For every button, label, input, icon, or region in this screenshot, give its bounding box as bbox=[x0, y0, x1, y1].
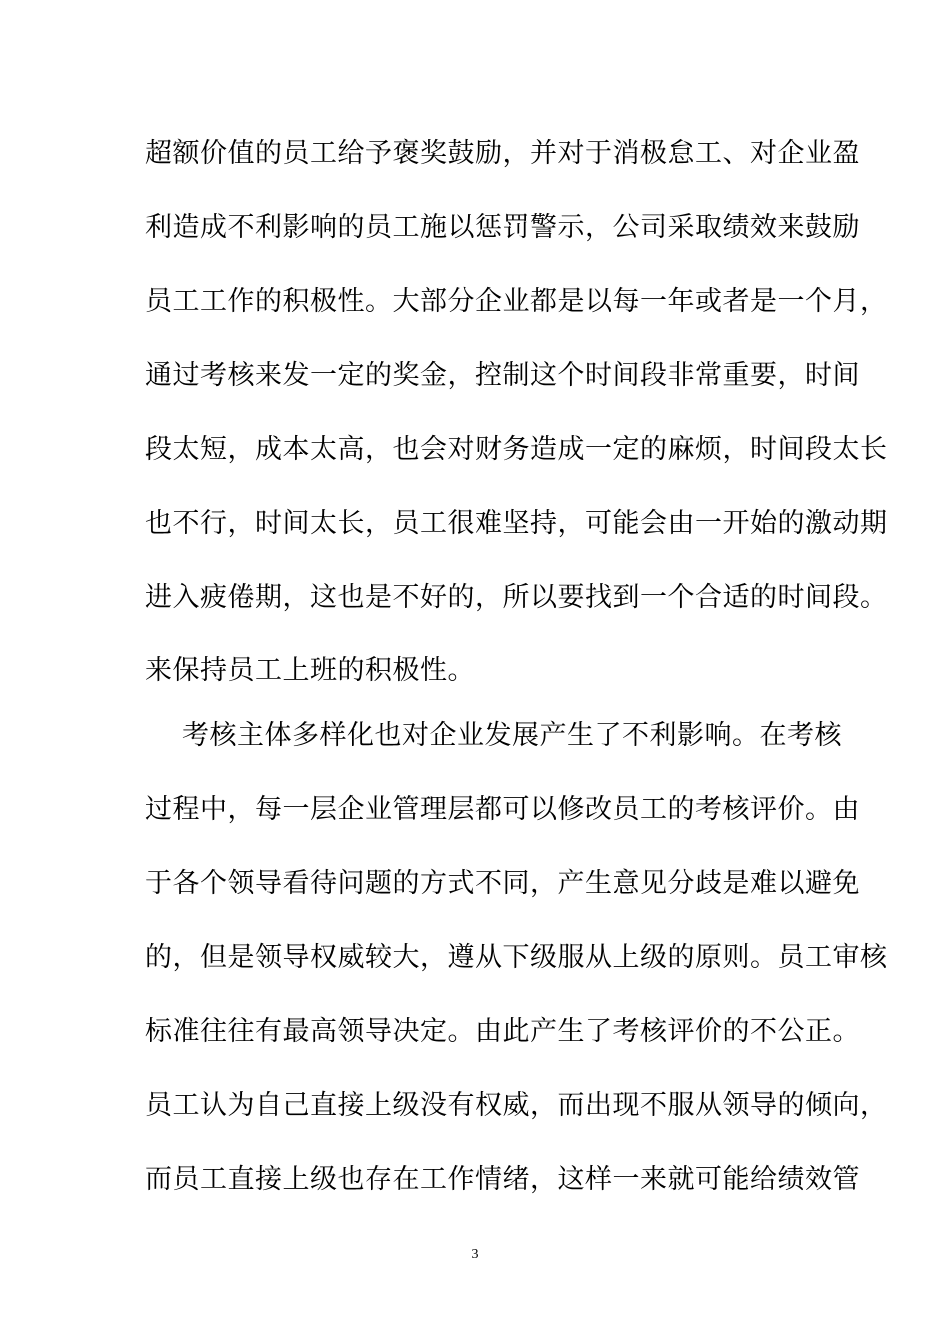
text-line: 段太短，成本太高，也会对财务造成一定的麻烦，时间段太长 bbox=[145, 434, 888, 465]
text-line: 利造成不利影响的员工施以惩罚警示，公司采取绩效来鼓励 bbox=[145, 212, 860, 243]
text-line: 通过考核来发一定的奖金，控制这个时间段非常重要，时间 bbox=[145, 360, 860, 391]
page-number: 3 bbox=[471, 1247, 479, 1262]
text-line: 进入疲倦期，这也是不好的，所以要找到一个合适的时间段。 bbox=[145, 582, 888, 613]
text-line: 也不行，时间太长，员工很难坚持，可能会由一开始的激动期 bbox=[145, 508, 888, 539]
text-line: 员工认为自己直接上级没有权威，而出现不服从领导的倾向， bbox=[145, 1090, 888, 1121]
text-line: 的，但是领导权威较大，遵从下级服从上级的原则。员工审核 bbox=[145, 942, 888, 973]
text-line: 来保持员工上班的积极性。 bbox=[145, 655, 475, 686]
text-line: 员工工作的积极性。大部分企业都是以每一年或者是一个月， bbox=[145, 286, 888, 317]
text-line: 过程中，每一层企业管理层都可以修改员工的考核评价。由 bbox=[145, 794, 860, 825]
text-line: 而员工直接上级也存在工作情绪，这样一来就可能给绩效管 bbox=[145, 1164, 860, 1195]
text-line: 于各个领导看待问题的方式不同，产生意见分歧是难以避免 bbox=[145, 868, 860, 899]
text-line: 考核主体多样化也对企业发展产生了不利影响。在考核 bbox=[182, 720, 842, 751]
text-line: 超额价值的员工给予褒奖鼓励，并对于消极怠工、对企业盈 bbox=[145, 138, 860, 169]
text-line: 标准往往有最高领导决定。由此产生了考核评价的不公正。 bbox=[145, 1016, 860, 1047]
